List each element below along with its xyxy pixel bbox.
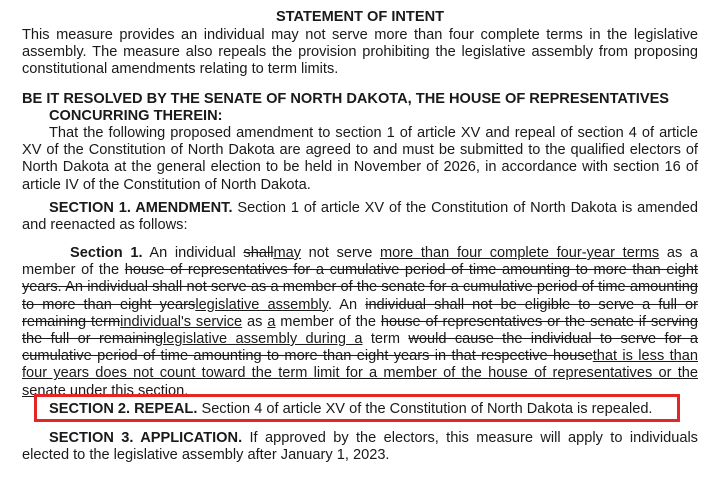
section1-amendment-text: Section 1 of article XV of the Constitution of North Dakota is amended and reenacted as follows: xyxy=(22,200,698,234)
section3-text: If approved by the electors, this measure will apply to individuals elected to the legislative assembly after January 1, 2023. xyxy=(22,430,698,464)
inserted-text: may xyxy=(273,245,302,261)
section2-repeal xyxy=(49,401,669,418)
struck-text: house of representatives or the senate if serving the full or remaining xyxy=(22,313,699,348)
section1-text: member of the xyxy=(275,313,381,330)
statement-heading: STATEMENT OF INTENT xyxy=(275,9,445,25)
section2-text: Section 4 of article XV of the Constitution of North Dakota is repealed. xyxy=(197,401,653,417)
struck-text: house of representatives for a cumulative period of time amounting to more than eight years. An individual shall not serve as a member of the senate for a cumulative period of time amounting to more than eight years xyxy=(22,262,698,313)
section3-application xyxy=(22,430,698,464)
section3-label: SECTION 3. APPLICATION. xyxy=(49,430,243,446)
section1-text: . An xyxy=(328,296,366,313)
inserted-text: legislative assembly during a xyxy=(163,331,363,348)
struck-text: individual shall not be eligible to serve a full or remaining term xyxy=(22,296,698,330)
struck-text: shall xyxy=(243,245,274,261)
section1-text: as a member of the xyxy=(22,245,699,279)
section1-body xyxy=(22,245,698,400)
section1-text: . xyxy=(184,382,189,399)
inserted-text: individual's service xyxy=(120,313,243,330)
section1-label: Section 1. xyxy=(70,245,143,261)
resolved-heading-line2: CONCURRING THEREIN: xyxy=(49,108,223,125)
resolved-body: That the following proposed amendment to section 1 of article XV and repeal of section 4 of article XV of the Constitution of North Dakota are agreed to and must be submitted to the qualified electors of North Dakota at the general election to be held in November of 2026, in accordance with section 16 of article IV of the Constitution of North Dakota. xyxy=(22,125,698,193)
section1-text: term xyxy=(362,331,409,348)
resolved-heading xyxy=(22,91,698,125)
section1-text: An individual xyxy=(142,245,244,261)
resolved-heading-line1: BE IT RESOLVED BY THE SENATE OF NORTH DAKOTA, THE HOUSE OF REPRESENTATIVES xyxy=(22,91,670,107)
section2-label: SECTION 2. REPEAL. xyxy=(49,401,198,417)
section1-amendment xyxy=(22,200,698,234)
inserted-text: a xyxy=(267,313,276,330)
section1-amendment-label: SECTION 1. AMENDMENT. xyxy=(49,200,233,216)
section1-text: as xyxy=(242,313,268,330)
section1-text: not serve xyxy=(301,245,380,261)
inserted-text: that is less than four years does not count toward the term limit for a member of the house of representatives or the senate under this section xyxy=(22,348,699,399)
inserted-text: more than four complete four-year terms xyxy=(379,245,660,261)
inserted-text: legislative assembly xyxy=(195,296,329,313)
struck-text: would cause the individual to serve for a cumulative period of time amounting to more than eight years in that respective house xyxy=(22,331,699,365)
statement-body: This measure provides an individual may not serve more than four complete terms in the legislative assembly. The measure also repeals the provision prohibiting the legislative assembly from proposing constitutional amendments relating to term limits. xyxy=(22,27,698,78)
